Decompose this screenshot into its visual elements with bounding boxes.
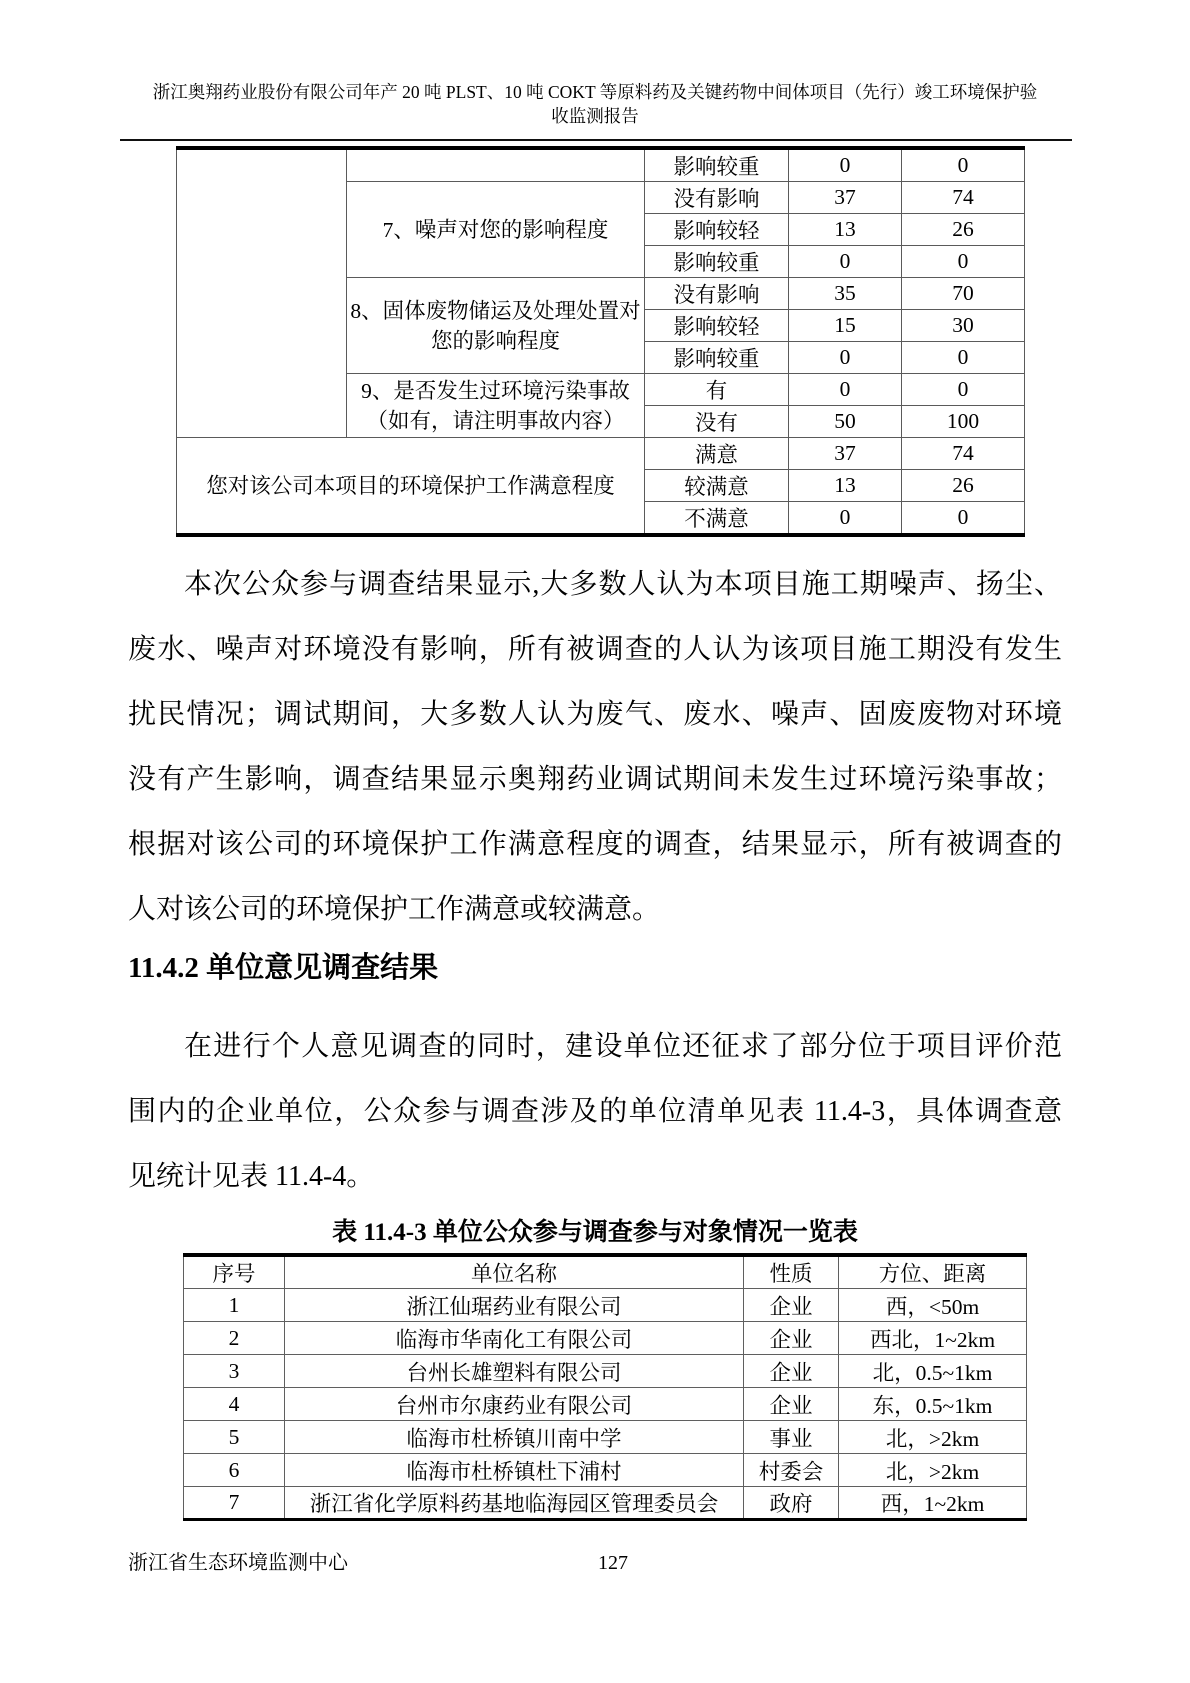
- percent-cell: 0: [902, 342, 1025, 374]
- unit-direction-cell: 西北，1~2km: [839, 1322, 1027, 1355]
- unit-row: [184, 1355, 1027, 1388]
- unit-name-cell: 浙江省化学原料药基地临海园区管理委员会: [285, 1487, 744, 1520]
- option-cell: 影响较轻: [645, 310, 789, 342]
- count-cell: 0: [789, 374, 902, 406]
- header-title-line2: 收监测报告: [551, 106, 639, 126]
- paragraph-1: [128, 552, 1062, 942]
- unit-type-cell: 政府: [744, 1487, 839, 1520]
- unit-direction-cell: 北，>2km: [839, 1421, 1027, 1454]
- paragraph-line: 根据对该公司的环境保护工作满意程度的调查，结果显示，所有被调查的: [128, 829, 1062, 860]
- paragraph-line: 没有产生影响，调查结果显示奥翔药业调试期间未发生过环境污染事故；: [128, 764, 1062, 795]
- percent-cell: 70: [902, 278, 1025, 310]
- unit-index-cell: 3: [184, 1355, 285, 1388]
- option-cell: 有: [645, 374, 789, 406]
- unit-index-cell: 1: [184, 1289, 285, 1322]
- unit-name-cell: 临海市杜桥镇川南中学: [285, 1421, 744, 1454]
- units-table-caption: 表 11.4-3 单位公众参与调查参与对象情况一览表: [332, 1219, 858, 1246]
- unit-row: [184, 1421, 1027, 1454]
- section-heading: 11.4.2 单位意见调查结果: [128, 952, 439, 984]
- unit-type-cell: 企业: [744, 1289, 839, 1322]
- paragraph-line: 人对该公司的环境保护工作满意或较满意。: [128, 894, 661, 925]
- unit-row: [184, 1289, 1027, 1322]
- unit-index-cell: 6: [184, 1454, 285, 1487]
- unit-index-cell: 4: [184, 1388, 285, 1421]
- unit-row: [184, 1388, 1027, 1421]
- carryover-question-cell: [347, 148, 645, 182]
- question-cell-q7: 7、噪声对您的影响程度: [347, 182, 645, 278]
- percent-cell: 26: [902, 470, 1025, 502]
- paragraph-line: 废水、噪声对环境没有影响，所有被调查的人认为该项目施工期没有发生: [128, 634, 1062, 665]
- count-cell: 37: [789, 182, 902, 214]
- paragraph-line: 围内的企业单位，公众参与调查涉及的单位清单见表 11.4-3，具体调查意: [128, 1096, 1062, 1127]
- count-cell: 0: [789, 502, 902, 536]
- question-line: 您的影响程度: [430, 328, 560, 353]
- units-header-cell: 单位名称: [285, 1255, 744, 1289]
- unit-type-cell: 企业: [744, 1388, 839, 1421]
- percent-cell: 0: [902, 246, 1025, 278]
- option-cell: 影响较重: [645, 342, 789, 374]
- percent-cell: 0: [902, 148, 1025, 182]
- unit-name-cell: 临海市杜桥镇杜下浦村: [285, 1454, 744, 1487]
- percent-cell: 74: [902, 182, 1025, 214]
- count-cell: 0: [789, 246, 902, 278]
- paragraph-line: 扰民情况；调试期间，大多数人认为废气、废水、噪声、固废废物对环境: [128, 699, 1062, 730]
- question-cell-q9: [347, 374, 645, 438]
- unit-index-cell: 7: [184, 1487, 285, 1520]
- count-cell: 37: [789, 438, 902, 470]
- carryover-left-cell: [177, 148, 347, 438]
- unit-direction-cell: 西，1~2km: [839, 1487, 1027, 1520]
- option-cell: 满意: [645, 438, 789, 470]
- unit-name-cell: 临海市华南化工有限公司: [285, 1322, 744, 1355]
- unit-direction-cell: 北，>2km: [839, 1454, 1027, 1487]
- question-line: 8、固体废物储运及处理处置对: [350, 298, 641, 323]
- unit-index-cell: 5: [184, 1421, 285, 1454]
- percent-cell: 26: [902, 214, 1025, 246]
- option-cell: 影响较重: [645, 246, 789, 278]
- unit-type-cell: 村委会: [744, 1454, 839, 1487]
- percent-cell: 0: [902, 502, 1025, 536]
- paragraph-line: 在进行个人意见调查的同时，建设单位还征求了部分位于项目评价范: [184, 1031, 1062, 1062]
- unit-name-cell: 台州市尔康药业有限公司: [285, 1388, 744, 1421]
- unit-direction-cell: 北，0.5~1km: [839, 1355, 1027, 1388]
- question-cell-satisfaction: 您对该公司本项目的环境保护工作满意程度: [177, 438, 645, 536]
- question-line: （如有，请注明事故内容）: [366, 408, 625, 433]
- option-cell: 没有影响: [645, 278, 789, 310]
- paragraph-line: 本次公众参与调查结果显示,大多数人认为本项目施工期噪声、扬尘、: [184, 569, 1062, 600]
- count-cell: 13: [789, 214, 902, 246]
- unit-direction-cell: 东，0.5~1km: [839, 1388, 1027, 1421]
- question-cell-q8: [347, 278, 645, 374]
- header-rule: [120, 139, 1072, 141]
- count-cell: 13: [789, 470, 902, 502]
- unit-name-cell: 浙江仙琚药业有限公司: [285, 1289, 744, 1322]
- option-cell: 影响较轻: [645, 214, 789, 246]
- unit-type-cell: 企业: [744, 1355, 839, 1388]
- unit-type-cell: 事业: [744, 1421, 839, 1454]
- units-table: [183, 1253, 1027, 1521]
- percent-cell: 74: [902, 438, 1025, 470]
- units-header-cell: 序号: [184, 1255, 285, 1289]
- units-header-row: [184, 1255, 1027, 1289]
- option-cell: 没有影响: [645, 182, 789, 214]
- percent-cell: 0: [902, 374, 1025, 406]
- percent-cell: 100: [902, 406, 1025, 438]
- paragraph-2: [128, 1014, 1062, 1209]
- count-cell: 50: [789, 406, 902, 438]
- unit-direction-cell: 西，<50m: [839, 1289, 1027, 1322]
- option-cell: 影响较重: [645, 148, 789, 182]
- units-header-cell: 方位、距离: [839, 1255, 1027, 1289]
- units-header-cell: 性质: [744, 1255, 839, 1289]
- count-cell: 0: [789, 148, 902, 182]
- count-cell: 0: [789, 342, 902, 374]
- percent-cell: 30: [902, 310, 1025, 342]
- count-cell: 15: [789, 310, 902, 342]
- survey-row: [177, 148, 1025, 182]
- survey-row: [177, 438, 1025, 470]
- option-cell: 不满意: [645, 502, 789, 536]
- count-cell: 35: [789, 278, 902, 310]
- option-cell: 较满意: [645, 470, 789, 502]
- footer-organization: 浙江省生态环境监测中心: [128, 1552, 348, 1574]
- survey-results-table: [176, 146, 1025, 537]
- paragraph-line: 见统计见表 11.4-4。: [128, 1161, 375, 1192]
- page-number: 127: [598, 1552, 628, 1574]
- unit-row: [184, 1454, 1027, 1487]
- header-title-line1: 浙江奥翔药业股份有限公司年产 20 吨 PLST、10 吨 COKT 等原料药及关键药物中间体项目（先行）竣工环境保护验: [152, 82, 1038, 102]
- question-line: 9、是否发生过环境污染事故: [361, 378, 630, 403]
- unit-row: [184, 1322, 1027, 1355]
- unit-row: [184, 1487, 1027, 1520]
- unit-name-cell: 台州长雄塑料有限公司: [285, 1355, 744, 1388]
- option-cell: 没有: [645, 406, 789, 438]
- unit-index-cell: 2: [184, 1322, 285, 1355]
- page-header: [115, 80, 1075, 128]
- unit-type-cell: 企业: [744, 1322, 839, 1355]
